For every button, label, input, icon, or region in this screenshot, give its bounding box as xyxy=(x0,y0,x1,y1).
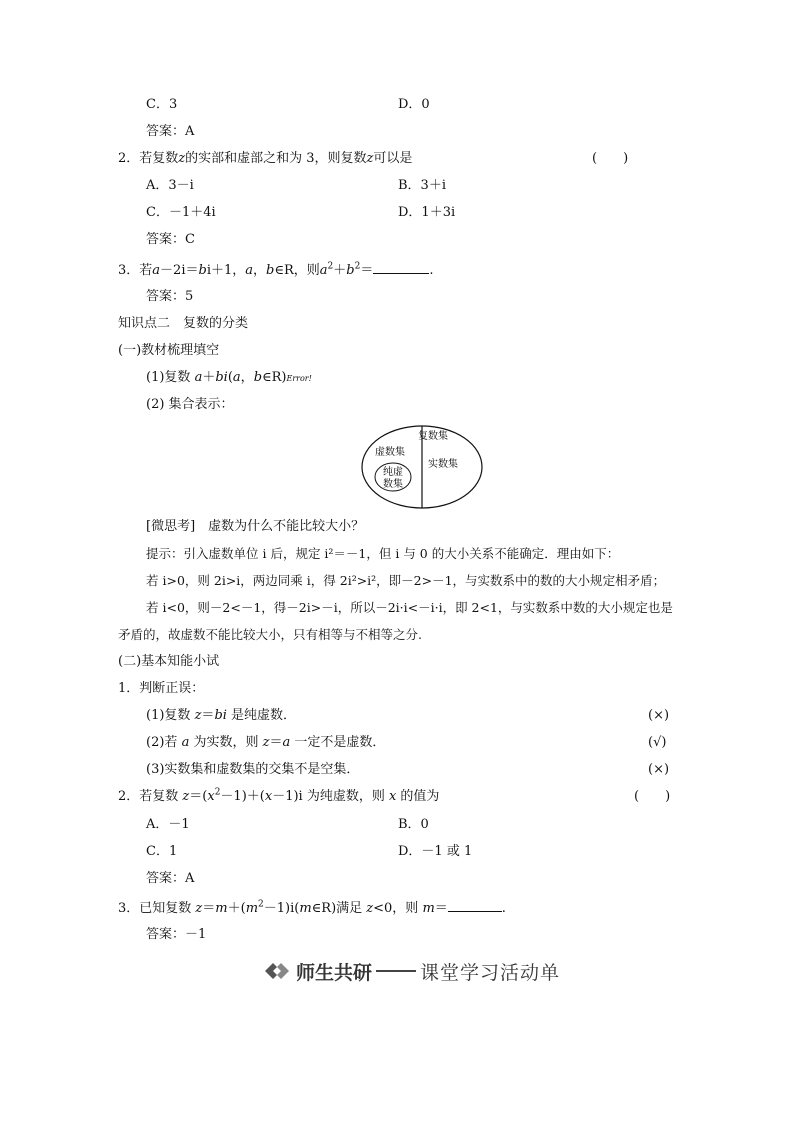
banner-dash xyxy=(376,970,416,972)
p2-option-b: B．0 xyxy=(398,817,429,832)
judge-statement-2: (2)若 a 为实数，则 z＝a 一定不是虚数． xyxy=(146,735,386,750)
judge-statement-1: (1)复数 z＝bi 是纯虚数． xyxy=(146,708,297,723)
section-title: 知识点二 复数的分类 xyxy=(118,316,249,331)
item-complex-def: (1)复数 a＋bi(a，b∈R)Error! xyxy=(146,370,312,385)
judge-mark-1: (×) xyxy=(648,708,670,723)
real-set-label: 实数集 xyxy=(428,459,458,470)
p2-bracket: ( ) xyxy=(634,789,671,804)
pure-imag-label-2: 数集 xyxy=(383,479,403,490)
section-banner xyxy=(262,956,560,986)
q1-option-d: D．0 xyxy=(398,97,430,112)
judge-mark-3: (×) xyxy=(648,762,670,777)
set-diagram xyxy=(360,424,486,510)
q3-answer: 答案：5 xyxy=(146,289,194,304)
p2-option-c: C．1 xyxy=(146,844,178,859)
banner-right-text: 课堂学习活动单 xyxy=(420,961,561,984)
q2-option-c: C．－1＋4i xyxy=(146,205,216,220)
q1-option-c: C．3 xyxy=(146,97,178,112)
p2-option-a: A．－1 xyxy=(146,817,190,832)
q3-stem: 3．若a－2i＝bi＋1，a，b∈R，则$a^2+b^2=$ . xyxy=(118,261,434,278)
q2-bracket: ( ) xyxy=(592,151,629,166)
banner-logo-icon xyxy=(262,960,292,982)
item-set-representation: (2) 集合表示： xyxy=(146,397,234,412)
p3-stem: 3．已知复数 $z=m+(m^2-1)i(m\in R)$满足 z<0，则 m＝ . xyxy=(118,899,506,916)
q1-answer: 答案：A xyxy=(146,124,195,139)
think-reason-1: 若 i>0，则 2i>i，两边同乘 i，得 2i²>i²，即－2>－1，与实数系中的数的大小规定相矛盾； xyxy=(146,573,666,588)
judge-mark-2: (√) xyxy=(648,735,667,750)
p2-answer: 答案：A xyxy=(146,871,195,886)
pure-imag-label-1: 纯虚 xyxy=(383,467,403,478)
p3-answer: 答案：－1 xyxy=(146,927,207,942)
q2-option-a: A．3－i xyxy=(146,178,194,193)
q2-answer: 答案：C xyxy=(146,232,195,247)
think-reason-3: 矛盾的，故虚数不能比较大小，只有相等与不相等之分. xyxy=(118,627,422,642)
q2-stem: 2．若复数z的实部和虚部之和为 3，则复数z可以是 xyxy=(118,151,413,166)
judge-title: 1．判断正误： xyxy=(118,681,205,696)
imag-set-label: 虚数集 xyxy=(375,447,405,458)
banner-left-text: 师生共研 xyxy=(296,961,373,984)
judge-statement-3: (3)实数集和虚数集的交集不是空集． xyxy=(146,762,360,777)
subsection-fill: (一)教材梳理填空 xyxy=(118,343,220,358)
p3-answer-blank[interactable] xyxy=(448,899,502,912)
think-hint: 提示：引入虚数单位 i 后，规定 i²＝－1，但 i 与 0 的大小关系不能确定．理由如下： xyxy=(146,546,620,561)
q2-option-b: B．3＋i xyxy=(398,178,446,193)
q2-option-d: D．1＋3i xyxy=(398,205,456,220)
p2-option-d: D．－1 或 1 xyxy=(398,844,473,859)
p2-stem: 2．若复数 $z=(x^2-1)+(x-1)i$ 为纯虚数，则 x 的值为 xyxy=(118,787,440,804)
think-question: [微思考] 虚数为什么不能比较大小？ xyxy=(146,519,365,534)
think-reason-2: 若 i<0，则－2<－1，得－2i>－i，所以－2i·i<－i·i，即 2<1，与实数系中数的大小规定也是 xyxy=(146,600,673,615)
complex-set-label: 复数集 xyxy=(418,431,448,442)
q3-answer-blank[interactable] xyxy=(373,261,429,274)
subsection-quiz: (二)基本知能小试 xyxy=(118,654,220,669)
